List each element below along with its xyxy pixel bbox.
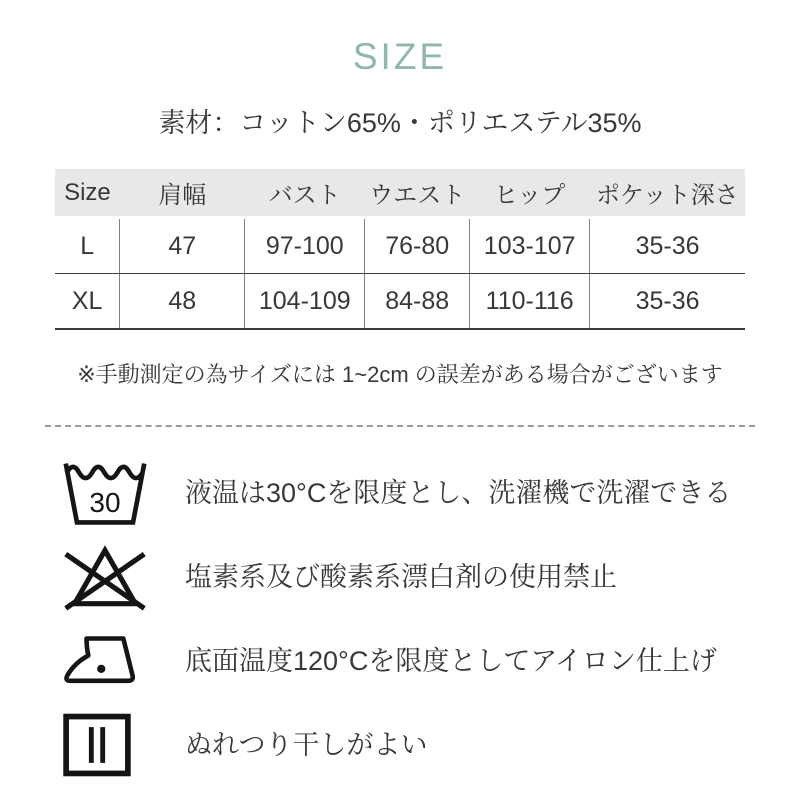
no-bleach-icon: [58, 542, 185, 613]
table-cell: 35-36: [590, 218, 745, 274]
col-header-waist: ウエスト: [365, 169, 470, 218]
col-header-pocket-depth: ポケット深さ: [590, 169, 745, 218]
size-table: [55, 169, 745, 330]
page-title: SIZE: [352, 36, 448, 77]
table-cell-size: XL: [55, 274, 120, 330]
care-instructions: [0, 451, 800, 787]
col-header-shoulder: 肩幅: [120, 169, 245, 218]
measurement-note: ※手動測定の為サイズには 1~2cm の誤差がある場合がございます: [77, 362, 723, 388]
table-row-l: [55, 218, 745, 274]
drip-dry-icon: [58, 710, 185, 780]
care-row-bleach: [58, 535, 760, 619]
table-row-xl: [55, 274, 745, 330]
table-cell: 48: [120, 274, 245, 330]
col-header-bust: バスト: [245, 169, 365, 218]
table-cell: 104-109: [245, 274, 365, 330]
col-header-hip: ヒップ: [470, 169, 590, 218]
care-text-dry: ぬれつり干しがよい: [185, 729, 428, 760]
iron-low-icon: [58, 631, 185, 692]
table-cell: 47: [120, 218, 245, 274]
table-cell: 76-80: [365, 218, 470, 274]
wash-30-icon: [58, 458, 185, 529]
table-cell: 110-116: [470, 274, 590, 330]
table-cell: 103-107: [470, 218, 590, 274]
table-header-row: [55, 169, 745, 218]
table-cell-size: L: [55, 218, 120, 274]
care-text-wash: 液温は30°Cを限度とし、洗濯機で洗濯できる: [185, 477, 732, 508]
table-cell: 97-100: [245, 218, 365, 274]
table-cell: 35-36: [590, 274, 745, 330]
dashed-divider: [45, 425, 755, 427]
table-cell: 84-88: [365, 274, 470, 330]
care-text-bleach: 塩素系及び酸素系漂白剤の使用禁止: [185, 561, 617, 592]
care-row-iron: [58, 619, 760, 703]
care-row-dry: [58, 703, 760, 787]
wash-temp-label: 30: [89, 487, 121, 519]
material-info: 素材：コットン65%・ポリエステル35%: [158, 108, 642, 138]
col-header-size: Size: [55, 169, 120, 218]
care-text-iron: 底面温度120°Cを限度としてアイロン仕上げ: [185, 645, 717, 676]
care-row-wash: [58, 451, 760, 535]
